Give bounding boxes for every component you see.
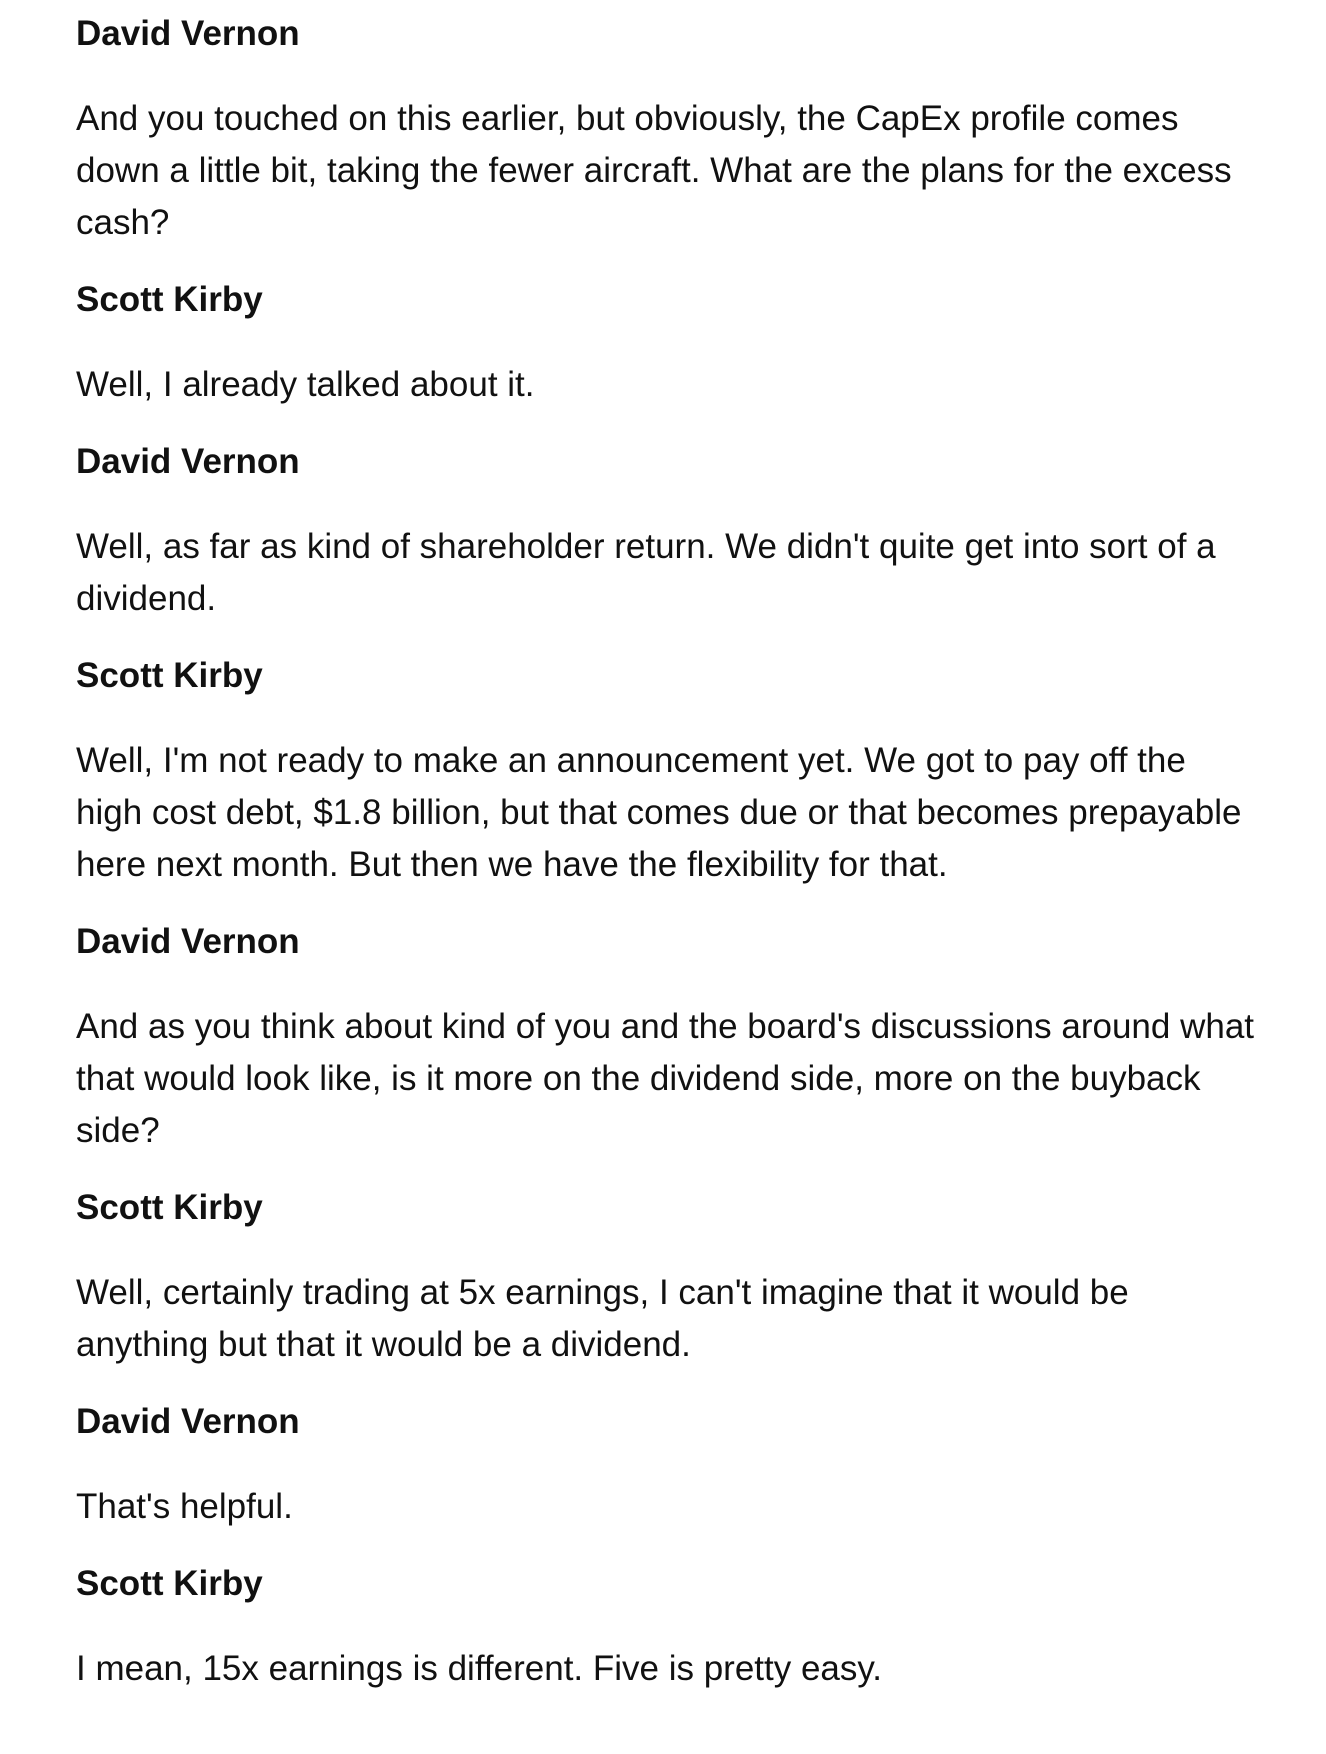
utterance-text: Well, certainly trading at 5x earnings, I can't imagine that it would be anything but that it would be a dividend. [76,1273,1129,1364]
transcript-turn [76,1187,1256,1371]
speaker-name: Scott Kirby [76,656,263,695]
speaker-name: Scott Kirby [76,1564,263,1603]
transcript-turn [76,279,1256,411]
transcript-turn [76,1563,1256,1695]
speaker-name: David Vernon [76,442,300,481]
speaker-name: David Vernon [76,1402,300,1441]
utterance-text: And as you think about kind of you and the board's discussions around what that would look like, is it more on the dividend side, more on the buyback side? [76,1007,1255,1150]
speaker-name: David Vernon [76,922,300,961]
speaker-name: Scott Kirby [76,1188,263,1227]
transcript-turn [76,13,1256,249]
transcript-turn [76,441,1256,625]
transcript-turn [76,655,1256,891]
utterance-text: Well, I'm not ready to make an announcement yet. We got to pay off the high cost debt, $1.8 billion, but that comes due or that becomes prepayable here next month. But then we have the flexibility for that. [76,741,1242,884]
transcript [76,0,1256,1725]
utterance-text: And you touched on this earlier, but obviously, the CapEx profile comes down a little bit, taking the fewer aircraft. What are the plans for the excess cash? [76,99,1232,242]
speaker-name: Scott Kirby [76,280,263,319]
utterance-text: I mean, 15x earnings is different. Five is pretty easy. [76,1649,883,1688]
transcript-turn [76,1401,1256,1533]
utterance-text: Well, I already talked about it. [76,365,535,404]
transcript-turn [76,921,1256,1157]
utterance-text: That's helpful. [76,1487,293,1526]
utterance-text: Well, as far as kind of shareholder return. We didn't quite get into sort of a dividend. [76,527,1216,618]
speaker-name: David Vernon [76,14,300,53]
